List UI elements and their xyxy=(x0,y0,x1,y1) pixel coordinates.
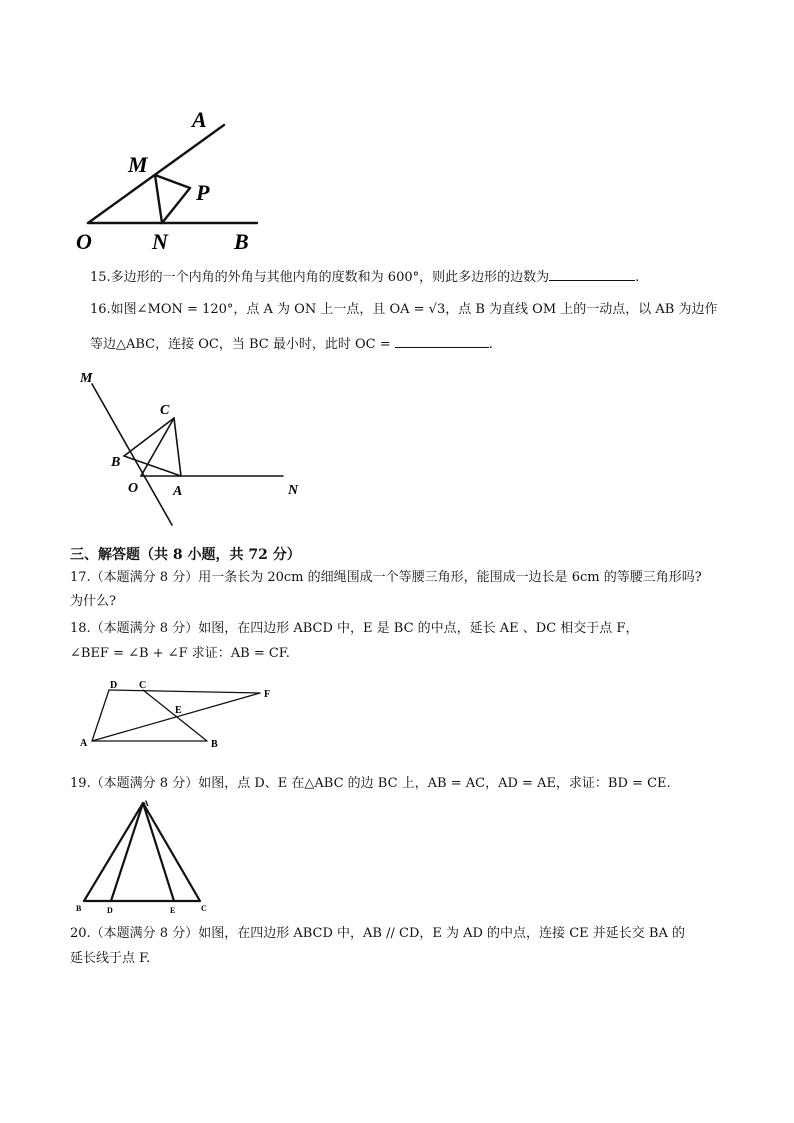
segment-ae xyxy=(143,803,174,901)
question-16-text: 等边△ABC，连接 OC，当 BC 最小时，此时 OC = xyxy=(90,337,391,352)
section-3-heading: 三、解答题（共 8 小题，共 72 分） xyxy=(70,547,301,563)
triangle-abc xyxy=(84,803,200,901)
question-18-line-2: ∠BEF = ∠B + ∠F 求证：AB = CF. xyxy=(70,646,290,661)
label-d: D xyxy=(110,680,118,691)
question-16-end: . xyxy=(488,337,493,352)
label-a: A xyxy=(192,107,207,132)
label-b: B xyxy=(76,904,82,913)
label-a: A xyxy=(173,484,183,499)
label-n: N xyxy=(152,229,168,254)
label-a: A xyxy=(80,738,88,749)
label-c: C xyxy=(139,680,147,691)
question-20-line-2: 延长线于点 F. xyxy=(70,951,151,966)
label-b: B xyxy=(211,739,218,750)
label-m: M xyxy=(80,371,93,386)
label-f: F xyxy=(264,689,271,700)
label-b: B xyxy=(234,229,249,254)
label-o: O xyxy=(128,481,139,496)
question-18-line-1: 18.（本题满分 8 分）如图，在四边形 ABCD 中，E 是 BC 的中点，延长 AE 、DC 相交于点 F， xyxy=(70,621,639,636)
label-b: B xyxy=(111,455,121,470)
label-p: P xyxy=(196,180,210,205)
label-e: E xyxy=(170,906,176,915)
label-c: C xyxy=(201,904,207,913)
label-o: O xyxy=(76,229,92,254)
question-16-line-1: 16.如图∠MON = 120°，点 A 为 ON 上一点，且 OA = √3，点 B 为直线 OM 上的一动点，以 AB 为边作 xyxy=(90,302,718,317)
question-17-line-1: 17.（本题满分 8 分）用一条长为 20cm 的细绳围成一个等腰三角形，能围成一边长是 6cm 的等腰三角形吗? xyxy=(70,570,702,585)
question-19: 19.（本题满分 8 分）如图，点 D、E 在△ABC 的边 BC 上，AB = AC，AD = AE，求证：BD = CE. xyxy=(70,776,671,791)
label-n: N xyxy=(288,483,299,498)
label-d: D xyxy=(107,906,113,915)
label-c: C xyxy=(160,403,170,418)
question-20-line-1: 20.（本题满分 8 分）如图，在四边形 ABCD 中，AB // CD，E 为 AD 的中点，连接 CE 并延长交 BA 的 xyxy=(70,926,685,941)
label-m: M xyxy=(128,152,148,177)
segment-ad xyxy=(111,803,143,901)
question-17-line-2: 为什么? xyxy=(70,594,116,609)
label-e: E xyxy=(175,705,182,716)
question-15-end: . xyxy=(635,270,640,285)
label-a: A xyxy=(143,799,149,808)
question-15-text: 15.多边形的一个内角的外角与其他内角的度数和为 600°，则此多边形的边数为 xyxy=(90,270,550,285)
